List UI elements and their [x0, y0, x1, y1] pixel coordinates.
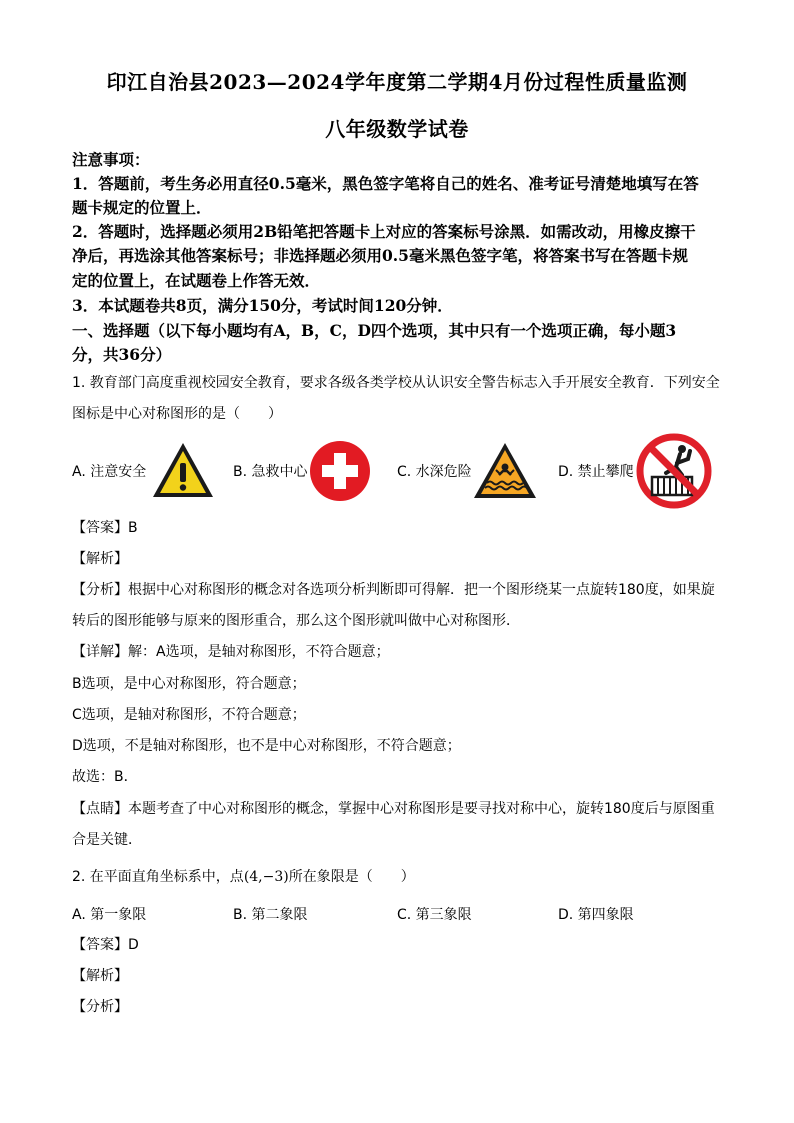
q2-option-b: B. 第二象限	[233, 907, 308, 923]
q1-stem-line1: 1. 教育部门高度重视校园安全教育，要求各级各类学校从认识安全警告标志入手开展安全教育．下列安全	[72, 375, 720, 391]
notice-line-2: 题卡规定的位置上．	[72, 198, 212, 217]
q1-dianjing-line2: 合是关键．	[72, 832, 142, 848]
q1-fenxi-line2: 转后的图形能够与原来的图形重合，那么这个图形就叫做中心对称图形．	[72, 613, 520, 629]
q2-stem-prefix: 2. 在平面直角坐标系中，点	[72, 869, 244, 885]
q2-stem-suffix: 所在象限是（ ）	[288, 869, 415, 885]
no-climbing-icon	[636, 433, 712, 509]
first-aid-cross-icon	[309, 440, 371, 502]
q1-xiangjie-line5: 故选：B．	[72, 769, 138, 785]
q2-option-c: C. 第三象限	[397, 907, 472, 923]
q1-xiangjie-line1: 【详解】解：A选项，是轴对称图形，不符合题意；	[72, 644, 390, 660]
section1-heading-line2: 分，共36分）	[72, 345, 172, 364]
q2-stem	[72, 867, 732, 887]
q2-analysis-heading: 【解析】	[72, 968, 128, 984]
q1-option-b: B. 急救中心	[233, 464, 308, 480]
q1-answer: 【答案】B	[72, 520, 138, 536]
q1-xiangjie-line2: B选项，是中心对称图形，符合题意；	[72, 676, 306, 692]
q1-option-d: D. 禁止攀爬	[558, 464, 634, 480]
q1-fenxi-line1: 【分析】根据中心对称图形的概念对各选项分析判断即可得解．把一个图形绕某一点旋转180度，如果旋	[72, 582, 715, 598]
q1-xiangjie-line3: C选项，是轴对称图形，不符合题意；	[72, 707, 306, 723]
q2-fenxi: 【分析】	[72, 999, 128, 1015]
section1-heading-line1: 一、选择题（以下每小题均有A，B，C，D四个选项，其中只有一个选项正确，每小题3	[72, 321, 677, 340]
notice-line-1: 1．答题前，考生务必用直径0.5毫米，黑色签字笔将自己的姓名、准考证号清楚地填写在答	[72, 174, 699, 193]
q1-dianjing-line1: 【点睛】本题考查了中心对称图形的概念，掌握中心对称图形是要寻找对称中心，旋转180度后与原图重	[72, 801, 715, 817]
q1-analysis-heading: 【解析】	[72, 551, 128, 567]
deep-water-warning-icon	[472, 441, 538, 500]
exam-title-line1: 印江自治县2023—2024学年度第二学期4月份过程性质量监测	[106, 70, 688, 94]
notice-line-4: 净后，再选涂其他答案标号；非选择题必须用0.5毫米黑色签字笔，将答案书写在答题卡规	[72, 246, 688, 265]
q1-stem-line2: 图标是中心对称图形的是（ ）	[72, 406, 282, 422]
q2-point-coordinates: (4,−3)	[243, 869, 289, 885]
q2-option-a: A. 第一象限	[72, 907, 147, 923]
warning-triangle-icon	[150, 440, 216, 500]
q1-option-c: C. 水深危险	[397, 464, 472, 480]
q2-answer: 【答案】D	[72, 937, 139, 953]
exam-title-line2: 八年级数学试卷	[325, 117, 469, 141]
notice-line-6: 3．本试题卷共8页，满分150分，考试时间120分钟．	[72, 296, 453, 315]
q2-option-d: D. 第四象限	[558, 907, 634, 923]
q1-option-a: A. 注意安全	[72, 464, 147, 480]
notice-line-5: 定的位置上，在试题卷上作答无效．	[72, 271, 321, 290]
notice-heading: 注意事项：	[72, 150, 150, 169]
notice-line-3: 2．答题时，选择题必须用2B铅笔把答题卡上对应的答案标号涂黑．如需改动，用橡皮擦干	[72, 222, 696, 241]
q1-xiangjie-line4: D选项，不是轴对称图形，也不是中心对称图形，不符合题意；	[72, 738, 461, 754]
